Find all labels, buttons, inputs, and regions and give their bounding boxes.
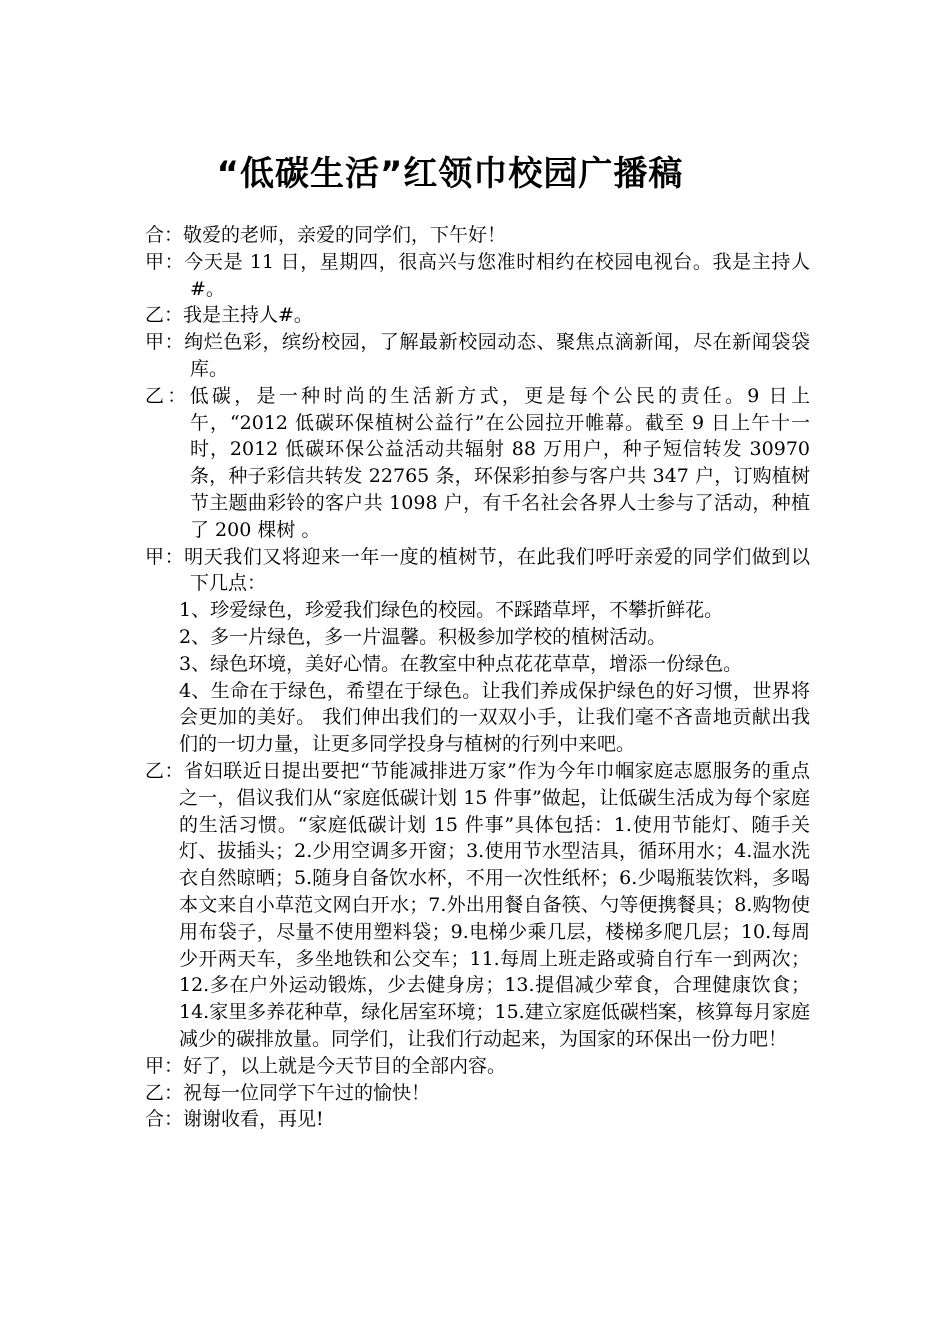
paragraph-15-things [145, 758, 810, 1053]
paragraph-low-carbon-news [145, 383, 810, 544]
paragraph-tree-day [145, 544, 810, 598]
list-item: 1、珍爱绿色，珍爱我们绿色的校园。不踩踏草坪，不攀折鲜花。 [179, 599, 724, 622]
paragraph-text: 我是主持人#。 [183, 304, 313, 327]
paragraph-host [145, 302, 810, 329]
speaker-label: 甲： [145, 545, 185, 568]
speaker-label: 乙： [145, 304, 184, 327]
list-item: 4、生命在于绿色，希望在于绿色。让我们养成保护绿色的好习惯，世界将会更加的美好。 我们伸出我们的一双双小手，让我们毫不吝啬地贡献出我们的一切力量，让更多同学投身与植树的行列中来吧。 [179, 679, 810, 756]
paragraph-greeting [145, 222, 810, 249]
paragraph-goodbye [145, 1106, 810, 1133]
paragraph-text: 绚烂色彩，缤纷校园，了解最新校园动态、聚焦点滴新闻，尽在新闻袋袋库。 [184, 331, 810, 380]
list-item: 2、多一片绿色，多一片温馨。积极参加学校的植树活动。 [179, 625, 667, 648]
paragraph-news-intro [145, 329, 810, 383]
paragraph-text: 祝每一位同学下午过的愉快！ [183, 1081, 431, 1104]
list-item: 3、绿色环境，美好心情。在教室中种点花花草草，增添一份绿色。 [179, 652, 743, 675]
speaker-label: 乙： [145, 384, 190, 407]
paragraph-text: 好了，以上就是今天节目的全部内容。 [183, 1054, 507, 1077]
speaker-label: 乙： [145, 759, 185, 782]
paragraph-wish [145, 1080, 810, 1107]
speaker-label: 合： [145, 1108, 184, 1131]
paragraph-text: 今天是 11 日，星期四，很高兴与您准时相约在校园电视台。我是主持人#。 [184, 250, 810, 300]
speaker-label: 甲： [145, 250, 185, 273]
speaker-label: 甲： [145, 331, 185, 354]
speaker-label: 乙： [145, 1081, 184, 1104]
speaker-label: 甲： [145, 1054, 184, 1077]
paragraph-intro [145, 249, 810, 303]
paragraph-text: 明天我们又将迎来一年一度的植树节，在此我们呼吁亲爱的同学们做到以下几点： [184, 545, 810, 595]
paragraph-text: 低碳，是一种时尚的生活新方式，更是每个公民的责任。9 日上午，“2012 低碳环保植树公益行”在公园拉开帷幕。截至 9 日上午十一时，2012 低碳环保公益活动共辐射 88 万用户，种子短信转发 30970 条，种子彩信共转发 22765 条，环保彩拍参与客户共 347 户，订购植树节主题曲彩铃的客户共 1098 户，有千名社会各界人士参与了活动，种植了 200 棵树 。 [189, 384, 810, 541]
paragraph-text: 敬爱的老师，亲爱的同学们，下午好！ [183, 224, 507, 246]
speaker-label: 合： [145, 224, 184, 246]
paragraph-closing [145, 1053, 810, 1080]
document-title: “低碳生活”红领巾校园广播稿 [216, 154, 684, 194]
paragraph-text: 谢谢收看，再见! [183, 1108, 324, 1131]
document-body [145, 222, 810, 1133]
paragraph-text: 省妇联近日提出要把“节能减排进万家”作为今年巾帼家庭志愿服务的重点之一，倡议我们从“家庭低碳计划 15 件事”做起，让低碳生活成为每个家庭的生活习惯。“家庭低碳计划 15 件事”具体包括：1.使用节能灯、随手关灯、拔插头；2.少用空调多开窗；3.使用节水型洁具，循环用水；4.温水洗衣自然晾晒；5.随身自备饮水杯，不用一次性纸杯；6.少喝瓶装饮料，多喝本文来自小草范文网白开水；7.外出用餐自备筷、勺等便携餐具；8.购物使用布袋子，尽量不使用塑料袋；9.电梯少乘几层，楼梯多爬几层；10.每周少开两天车，多坐地铁和公交车；11.每周上班走路或骑自行车一到两次；12.多在户外运动锻炼，少去健身房；13.提倡减少荤食，合理健康饮食；14.家里多养花种草，绿化居室环境；15.建立家庭低碳档案，核算每月家庭减少的碳排放量。同学们，让我们行动起来，为国家的环保出一份力吧！ [179, 759, 810, 1050]
